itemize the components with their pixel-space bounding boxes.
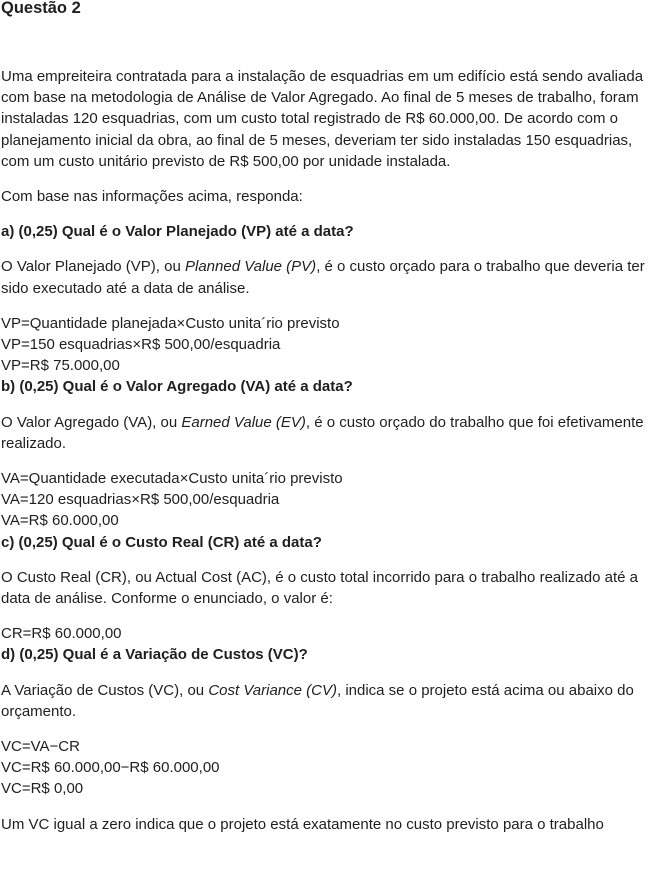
formula-line: VA=Quantidade executada×Custo unita´rio previsto xyxy=(1,470,343,488)
question-c-explanation: O Custo Real (CR), ou Actual Cost (AC), é o custo total incorrido para o trabalho realizado até a data de análise. Conforme o enunciado, o valor é: xyxy=(1,568,638,608)
explanation-text: O Valor Agregado (VA), ou xyxy=(1,413,182,431)
question-d-formulas xyxy=(1,736,649,800)
question-d-heading: d) (0,25) Qual é a Variação de Custos (VC)? xyxy=(1,646,308,664)
formula-line: CR=R$ 60.000,00 xyxy=(1,625,122,643)
question-a-formulas xyxy=(1,313,649,377)
question-b-formulas xyxy=(1,468,649,532)
question-b-explanation xyxy=(1,412,649,454)
question-d-explanation xyxy=(1,680,649,722)
question-b-heading: b) (0,25) Qual é o Valor Agregado (VA) até a data? xyxy=(1,378,353,396)
explanation-term: Cost Variance (CV) xyxy=(208,681,337,699)
question-c-formulas xyxy=(1,623,649,644)
intro-paragraph: Uma empreiteira contratada para a instalação de esquadrias em um edifício está sendo avaliada com base na metodologia de Análise de Valor Agregado. Ao final de 5 meses de trabalho, foram instaladas 120 esquadrias, com um custo total registrado de R$ 60.000,00. De acordo com o planejamento inicial da obra, ao final de 5 meses, deveriam ter sido instaladas 150 esquadrias, com um custo unitário previsto de R$ 500,00 por unidade instalada. xyxy=(1,68,644,170)
question-a-explanation xyxy=(1,256,649,298)
formula-line: VC=VA−CR xyxy=(1,738,80,756)
formula-line: VP=R$ 75.000,00 xyxy=(1,357,120,375)
explanation-text: O Valor Planejado (VP), ou xyxy=(1,258,185,276)
prompt-paragraph: Com base nas informações acima, responda: xyxy=(1,188,303,206)
formula-line: VA=R$ 60.000,00 xyxy=(1,512,119,530)
question-d-conclusion: Um VC igual a zero indica que o projeto está exatamente no custo previsto para o trabalho xyxy=(1,815,604,833)
formula-line: VC=R$ 0,00 xyxy=(1,780,84,798)
formula-line: VP=Quantidade planejada×Custo unita´rio previsto xyxy=(1,314,340,332)
formula-line: VP=150 esquadrias×R$ 500,00/esquadria xyxy=(1,336,281,354)
explanation-text: , indica se o projeto está acima ou abaixo do orçamento. xyxy=(1,681,634,720)
question-content xyxy=(1,66,649,849)
explanation-text: , é o custo orçado do trabalho que foi efetivamente realizado. xyxy=(1,413,644,452)
explanation-term: Planned Value (PV) xyxy=(184,258,317,276)
explanation-text: A Variação de Custos (VC), ou xyxy=(1,681,209,699)
formula-line: VA=120 esquadrias×R$ 500,00/esquadria xyxy=(1,491,280,509)
formula-line: VC=R$ 60.000,00−R$ 60.000,00 xyxy=(1,759,220,777)
explanation-text: , é o custo orçado para o trabalho que deveria ter sido executado até a data de análise. xyxy=(1,258,645,297)
question-title: Questão 2 xyxy=(1,0,81,17)
question-c-heading: c) (0,25) Qual é o Custo Real (CR) até a data? xyxy=(1,533,322,551)
question-a-heading: a) (0,25) Qual é o Valor Planejado (VP) até a data? xyxy=(1,223,354,241)
explanation-term: Earned Value (EV) xyxy=(181,413,306,431)
